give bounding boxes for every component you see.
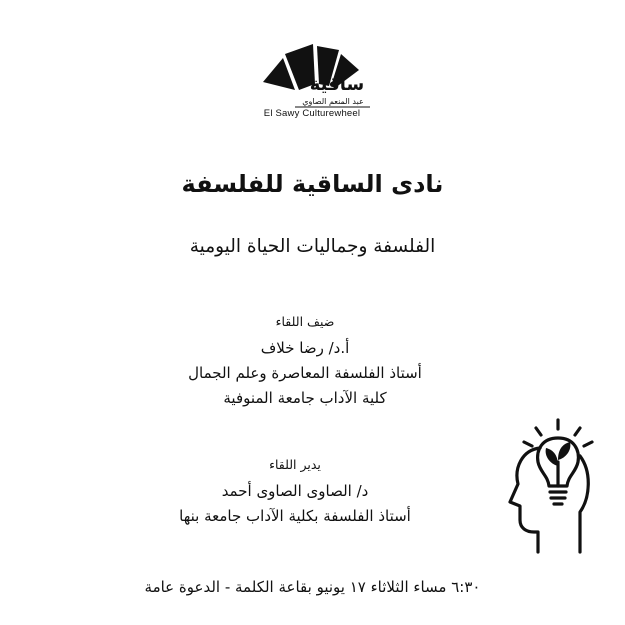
guest-title: أستاذ الفلسفة المعاصرة وعلم الجمال	[188, 364, 422, 382]
event-subtitle: الفلسفة وجماليات الحياة اليومية	[189, 236, 436, 257]
guest-label: ضيف اللقاء	[275, 314, 335, 329]
svg-text:عبد المنعم الصاوي: عبد المنعم الصاوي	[302, 97, 364, 106]
event-details: ٦:٣٠ مساء الثلاثاء ١٧ يونيو بقاعة الكلمة - الدعوة عامة	[144, 578, 481, 596]
event-title: نادى الساقية للفلسفة	[181, 170, 444, 198]
guest-name: أ.د/ رضا خلاف	[260, 339, 350, 357]
host-name: د/ الصاوى الصاوى أحمد	[221, 482, 369, 500]
logo-english-name: El Sawy Culturewheel	[263, 108, 361, 119]
host-label: يدير اللقاء	[269, 457, 321, 472]
guest-faculty: كلية الآداب جامعة المنوفية	[223, 389, 387, 407]
host-title: أستاذ الفلسفة بكلية الآداب جامعة بنها	[179, 507, 411, 525]
head-lightbulb-plant-icon	[508, 416, 608, 556]
svg-text:ساقية: ساقية	[309, 74, 365, 95]
